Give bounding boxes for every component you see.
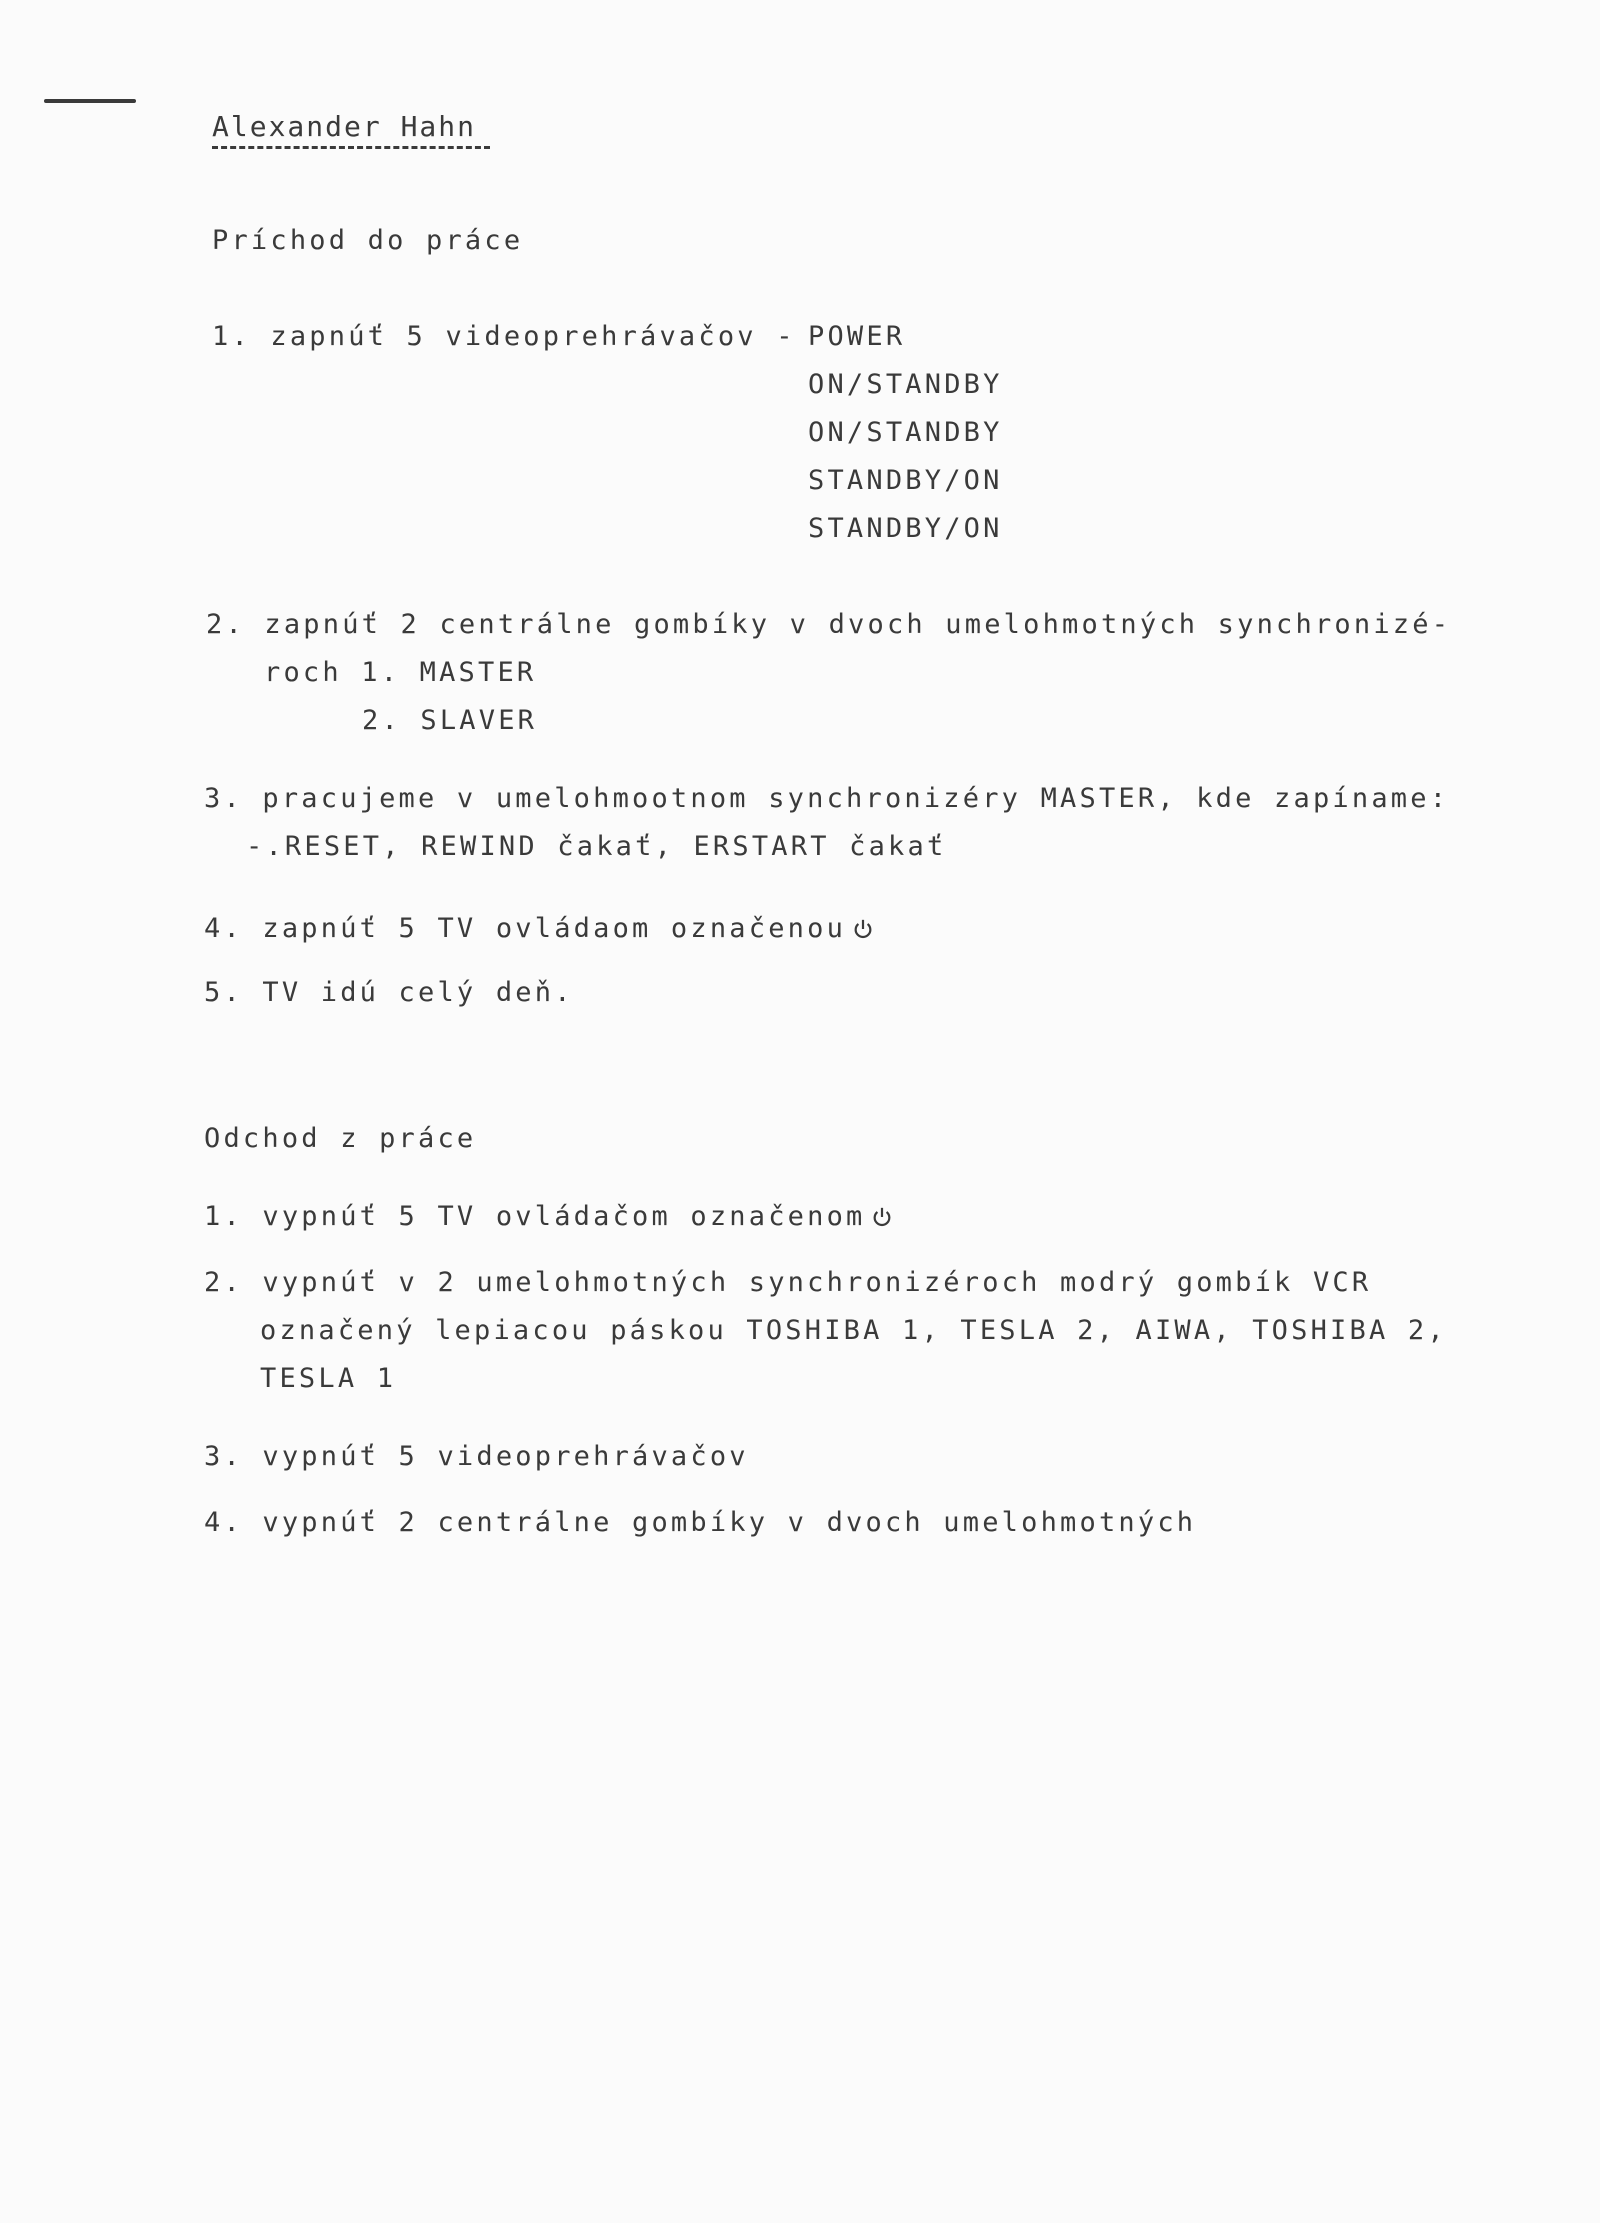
departure-item-2-line-1: 2. vypnúť v 2 umelohmotných synchronizéroch modrý gombík VCR xyxy=(204,1267,1372,1298)
arrival-heading: Príchod do práce xyxy=(212,225,524,256)
departure-heading: Odchod z práce xyxy=(204,1123,477,1154)
author-underline xyxy=(212,146,490,149)
arrival-item-1-value-5: STANDBY/ON xyxy=(808,513,1003,544)
arrival-item-5: 5. TV idú celý deň. xyxy=(204,977,574,1008)
arrival-item-4-text: 4. zapnúť 5 TV ovládaom označenou xyxy=(204,913,847,944)
departure-item-1-text: 1. vypnúť 5 TV ovládačom označenom xyxy=(204,1201,866,1232)
arrival-item-3-line-1: 3. pracujeme v umelohmootnom synchronizéry MASTER, kde zapíname: xyxy=(204,783,1450,814)
departure-item-2-line-2: označený lepiacou páskou TOSHIBA 1, TESLA 2, AIWA, TOSHIBA 2, xyxy=(260,1315,1447,1346)
arrival-item-1-value-4: STANDBY/ON xyxy=(808,465,1003,496)
arrival-item-3-line-2: -.RESET, REWIND čakať, ERSTART čakať xyxy=(246,831,947,862)
departure-item-3: 3. vypnúť 5 videoprehrávačov xyxy=(204,1441,749,1472)
arrival-item-1: 1. zapnúť 5 videoprehrávačov - xyxy=(212,321,796,352)
arrival-item-2-line-2: roch 1. MASTER xyxy=(264,657,537,688)
departure-item-2-line-3: TESLA 1 xyxy=(260,1363,397,1394)
author-name: Alexander Hahn xyxy=(212,110,477,143)
arrival-item-1-value-2: ON/STANDBY xyxy=(808,369,1003,400)
margin-mark xyxy=(44,99,136,103)
arrival-item-1-value-3: ON/STANDBY xyxy=(808,417,1003,448)
arrival-item-1-value-1: POWER xyxy=(808,321,906,352)
arrival-item-4 xyxy=(204,912,874,946)
arrival-item-2-line-1: 2. zapnúť 2 centrálne gombíky v dvoch umelohmotných synchronizé- xyxy=(206,609,1452,640)
arrival-item-2-line-3: 2. SLAVER xyxy=(362,705,538,736)
departure-item-1 xyxy=(204,1200,893,1234)
power-icon xyxy=(852,918,874,940)
departure-item-4: 4. vypnúť 2 centrálne gombíky v dvoch umelohmotných xyxy=(204,1507,1197,1538)
power-icon xyxy=(871,1206,893,1228)
